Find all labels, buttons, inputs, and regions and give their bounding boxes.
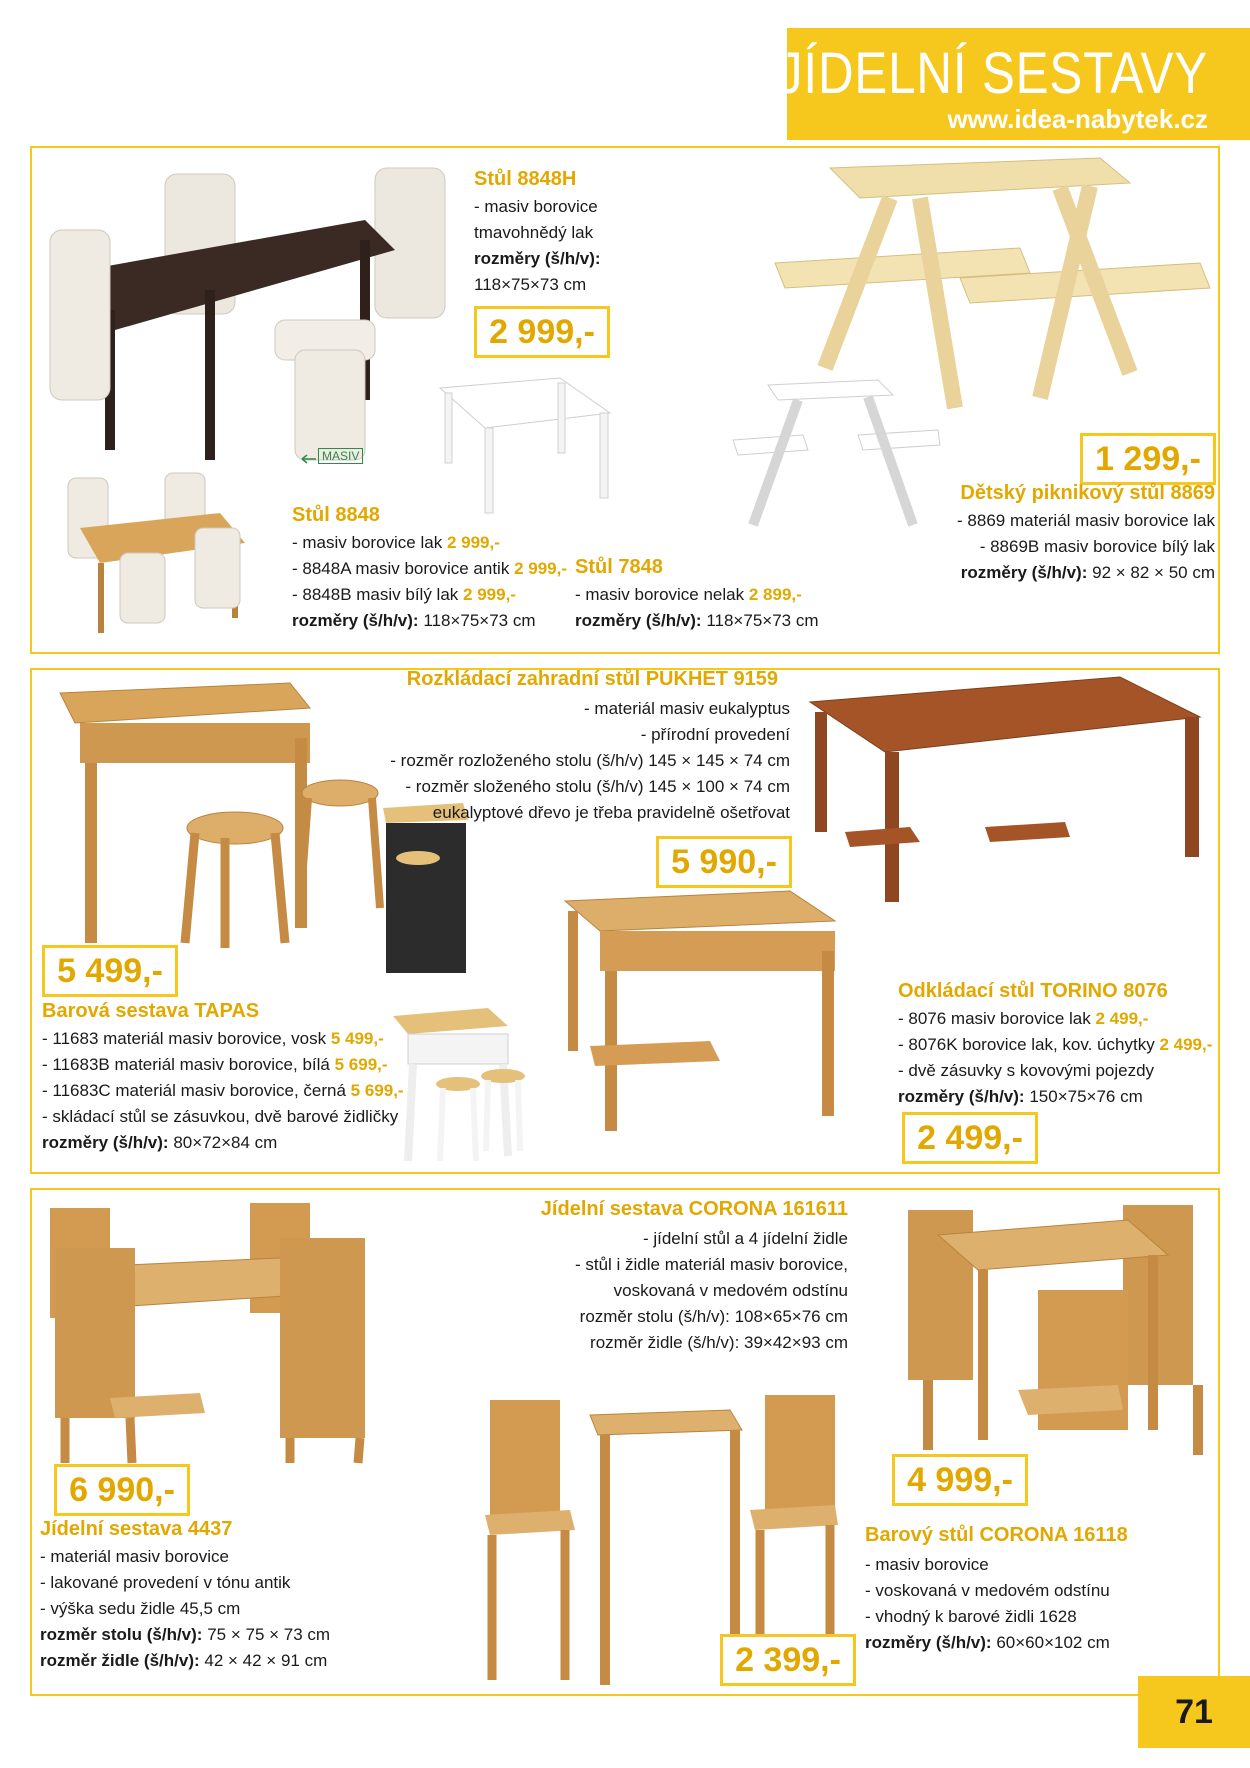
dimensions-label: rozměr stolu (š/h/v): <box>40 1625 203 1644</box>
product-variant-line <box>42 1052 388 1078</box>
arrow-left-icon <box>300 454 318 464</box>
page-number: 71 <box>1138 1676 1250 1748</box>
product-line: rozměr židle (š/h/v): 39×42×93 cm <box>590 1333 848 1352</box>
variant-text: - 11683 materiál masiv borovice, vosk <box>42 1029 327 1048</box>
product-line: - rozměr rozloženého stolu (š/h/v) 145 × 145 × 74 cm <box>390 751 790 770</box>
product-line: - vhodný k barové židli 1628 <box>865 1607 1077 1626</box>
dimensions-line <box>865 1630 1110 1656</box>
product-line: - lakované provedení v tónu antik <box>40 1573 291 1592</box>
product-variant-line <box>42 1026 384 1052</box>
desk-torino-image <box>560 886 850 1136</box>
price-tag-pukhet: 5 990,- <box>656 836 792 888</box>
dining-set-8848-image <box>50 468 265 643</box>
product-line: voskovaná v medovém odstínu <box>613 1281 848 1300</box>
product-line: eukalyptové dřevo je třeba pravidelně ošetřovat <box>432 803 790 822</box>
variant-text: - 8848B masiv bílý lak <box>292 585 459 604</box>
dimensions-value: 118×75×73 cm <box>423 611 536 630</box>
dimensions-label: rozměry (š/h/v): <box>42 1133 169 1152</box>
variant-text: - masiv borovice lak <box>292 533 443 552</box>
product-variant-line <box>575 582 802 608</box>
product-line: - přírodní provedení <box>640 725 790 744</box>
product-variant-line <box>898 1032 1212 1058</box>
product-title-torino: Odkládací stůl TORINO 8076 <box>898 980 1168 1002</box>
variant-price: 2 999,- <box>514 559 568 578</box>
variant-price: 5 699,- <box>334 1055 388 1074</box>
product-variant-line <box>292 582 516 608</box>
dimensions-line <box>40 1648 327 1674</box>
product-line: rozměr stolu (š/h/v): 108×65×76 cm <box>579 1307 848 1326</box>
product-title-8848h: Stůl 8848H <box>474 168 577 190</box>
product-line: tmavohnědý lak <box>474 223 594 242</box>
product-line: - dvě zásuvky s kovovými pojezdy <box>898 1061 1155 1080</box>
dining-set-8848h-image <box>45 160 425 470</box>
price-tag-corona-16118: 4 999,- <box>892 1454 1028 1506</box>
variant-price: 5 499,- <box>330 1029 384 1048</box>
variant-price: 2 999,- <box>463 585 516 604</box>
dimensions-label: rozměry (š/h/v): <box>575 611 702 630</box>
product-line: - 8869B masiv borovice bílý lak <box>979 537 1215 556</box>
product-title-7848: Stůl 7848 <box>575 556 663 578</box>
variant-text: - 8076K borovice lak, kov. úchytky <box>898 1035 1155 1054</box>
dimensions-line <box>40 1622 330 1648</box>
dining-set-4437-image <box>40 1198 390 1468</box>
product-variant-line <box>898 1006 1148 1032</box>
dimensions-label: rozměry (š/h/v): <box>898 1087 1025 1106</box>
dimensions-value: 92 × 82 × 50 cm <box>1092 563 1215 582</box>
variant-price: 2 899,- <box>748 585 802 604</box>
picnic-table-8869-image <box>770 158 1215 423</box>
product-line: - materiál masiv borovice <box>40 1547 229 1566</box>
product-line: - materiál masiv eukalyptus <box>584 699 790 718</box>
product-title-pukhet: Rozkládací zahradní stůl PUKHET 9159 <box>406 668 778 690</box>
product-title-8848: Stůl 8848 <box>292 504 380 526</box>
product-title-8869: Dětský piknikový stůl 8869 <box>960 482 1215 504</box>
product-line: - voskovaná v medovém odstínu <box>865 1581 1110 1600</box>
price-tag-8848h: 2 999,- <box>474 306 610 358</box>
product-line: - rozměr složeného stolu (š/h/v) 145 × 100 × 74 cm <box>405 777 790 796</box>
variant-price: 2 499,- <box>1159 1035 1213 1054</box>
bar-set-tapas-image <box>50 678 380 948</box>
dimensions-label: rozměry (š/h/v): <box>474 249 601 268</box>
masiv-badge: MASIV <box>318 448 363 464</box>
product-line: - výška sedu židle 45,5 cm <box>40 1599 241 1618</box>
dining-set-corona-image <box>888 1190 1218 1460</box>
price-tag-corona-bar: 2 399,- <box>720 1634 856 1686</box>
price-tag-tapas: 5 499,- <box>42 945 178 997</box>
product-title-4437: Jídelní sestava 4437 <box>40 1518 233 1540</box>
dimensions-label: rozměry (š/h/v): <box>865 1633 992 1652</box>
product-line: - jídelní stůl a 4 jídelní židle <box>642 1229 848 1248</box>
variant-price: 5 699,- <box>350 1081 404 1100</box>
dimensions-label: rozměry (š/h/v): <box>292 611 419 630</box>
dimensions-line <box>898 1084 1143 1110</box>
variant-text: - 11683C materiál masiv borovice, černá <box>42 1081 346 1100</box>
bar-set-white-image <box>388 996 538 1166</box>
price-tag-4437: 6 990,- <box>54 1464 190 1516</box>
dimensions-value: 80×72×84 cm <box>173 1133 278 1152</box>
dimensions-value: 118×75×73 cm <box>706 611 819 630</box>
product-variant-line <box>292 530 500 556</box>
dimensions-line <box>961 560 1215 586</box>
variant-price: 2 999,- <box>446 533 500 552</box>
page-title: JÍDELNÍ SESTAVY <box>777 41 1208 106</box>
dimensions-value: 42 × 42 × 91 cm <box>204 1651 328 1670</box>
dimensions-label: rozměr židle (š/h/v): <box>40 1651 200 1670</box>
dimensions-label: rozměry (š/h/v): <box>960 563 1088 582</box>
dimensions-value: 60×60×102 cm <box>996 1633 1110 1652</box>
garden-table-pukhet-image <box>790 672 1215 907</box>
product-line: - 8869 materiál masiv borovice lak <box>957 511 1215 530</box>
product-line: - masiv borovice <box>474 197 598 216</box>
product-variant-line <box>292 556 567 582</box>
website-link[interactable]: www.idea-nabytek.cz <box>947 104 1208 134</box>
variant-text: - 8076 masiv borovice lak <box>898 1009 1091 1028</box>
variant-text: - 8848A masiv borovice antik <box>292 559 510 578</box>
dimensions-line <box>575 608 819 634</box>
product-variant-line <box>42 1078 404 1104</box>
product-line: - skládací stůl se zásuvkou, dvě barové židličky <box>42 1107 399 1126</box>
variant-text: - masiv borovice nelak <box>575 585 745 604</box>
product-line: - stůl i židle materiál masiv borovice, <box>574 1255 848 1274</box>
price-tag-8869: 1 299,- <box>1080 433 1216 485</box>
dimensions-value: 150×75×76 cm <box>1029 1087 1143 1106</box>
dimensions-line <box>292 608 536 634</box>
variant-price: 2 499,- <box>1095 1009 1149 1028</box>
product-title-corona-161611: Jídelní sestava CORONA 161611 <box>540 1198 848 1220</box>
product-title-corona-16118: Barový stůl CORONA 16118 <box>865 1524 1128 1546</box>
dimensions-value: 75 × 75 × 73 cm <box>207 1625 331 1644</box>
product-title-tapas: Barová sestava TAPAS <box>42 1000 260 1022</box>
product-line: - masiv borovice <box>865 1555 989 1574</box>
dimensions-value: 118×75×73 cm <box>474 275 587 294</box>
price-tag-torino: 2 499,- <box>902 1112 1038 1164</box>
table-7848-image <box>440 378 615 518</box>
variant-text: - 11683B materiál masiv borovice, bílá <box>42 1055 330 1074</box>
dimensions-line <box>42 1130 277 1156</box>
